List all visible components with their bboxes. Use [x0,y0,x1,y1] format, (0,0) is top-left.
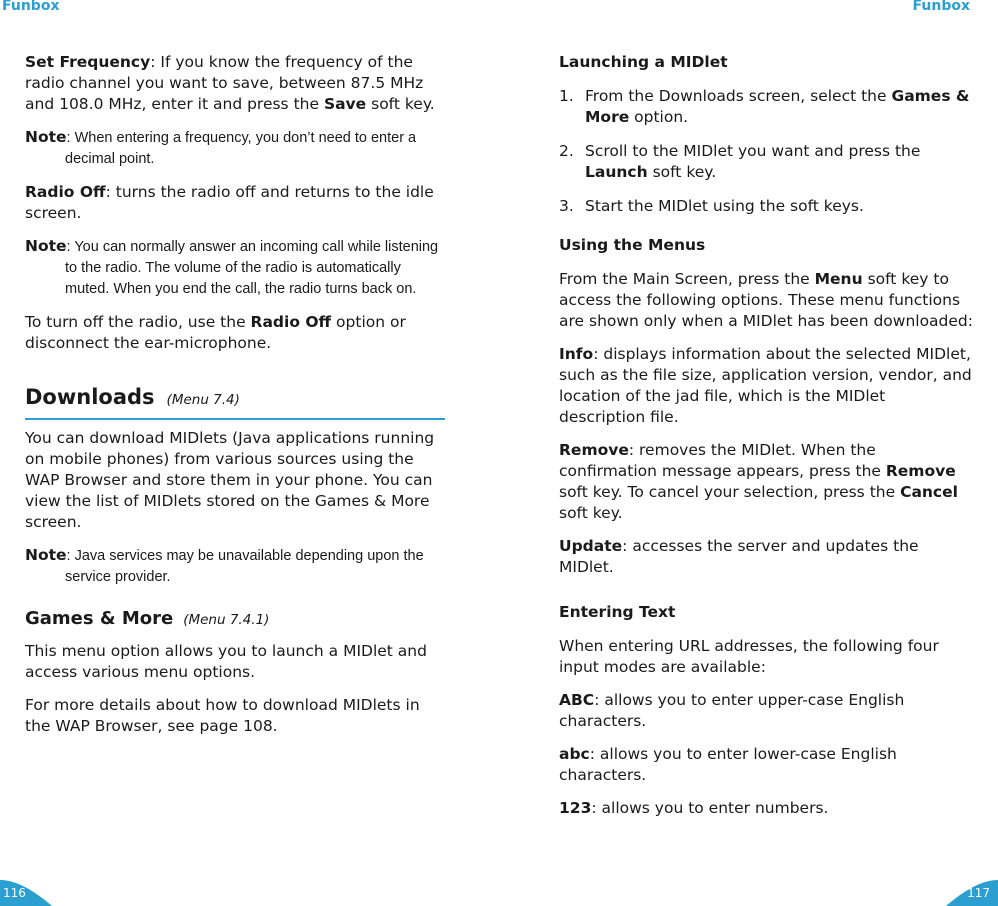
games-paragraph-2: For more details about how to download MIDlets in the WAP Browser, see page 108. [25,696,420,735]
left-page-content [25,52,445,749]
remove-text-mid: soft key. To cancel your selection, press the [559,483,901,501]
step-number: 3. [559,197,574,215]
games-heading [25,608,445,631]
remove-paragraph [559,440,974,524]
menus-paragraph [559,269,974,332]
set-frequency-label: Set Frequency [25,53,151,71]
set-frequency-paragraph [25,52,445,115]
save-key-label: Save [323,95,367,113]
note-java [25,545,445,588]
launch-steps-list [559,86,974,217]
abc-lower-label: abc [559,745,590,763]
step-bold: Games & More [585,87,970,126]
note-text: : Java services may be unavailable depending upon the service provider. [65,548,424,585]
step-number: 1. [559,87,574,105]
update-text: : accesses the server and updates the MIDlet. [559,537,919,576]
note-label: Note [25,237,67,255]
list-item [559,141,974,183]
cancel-key-label: Cancel [900,483,958,501]
note-text: : When entering a frequency, you don’t need to enter a decimal point. [65,130,417,167]
step-text: From the Downloads screen, select the [585,87,892,105]
radio-off-option: Radio Off [250,313,332,331]
note-incoming-call [25,236,445,300]
note-frequency [25,127,445,170]
step-number: 2. [559,142,574,160]
set-frequency-text-end: soft key. [366,95,435,113]
right-page-content [559,52,974,831]
radio-off-label: Radio Off [25,183,106,201]
numbers-label: 123 [559,799,592,817]
list-item [559,196,974,217]
set-frequency-text: : If you know the frequency of the radio channel you want to save, between 87.5 MHz and 108.0 MHz, enter it and press the [25,53,424,113]
downloads-paragraph: You can download MIDlets (Java applications running on mobile phones) from various sources using the WAP Browser and store them in your phone. You can view the list of MIDlets stored on the Games & More screen. [25,429,435,531]
step-text-end: option. [629,108,689,126]
downloads-menu-ref: (Menu 7.4) [166,392,240,408]
launching-heading: Launching a MIDlet [559,53,728,71]
numbers-text: : allows you to enter numbers. [591,799,829,817]
update-paragraph [559,536,974,578]
step-text: Start the MIDlet using the soft keys. [585,197,864,215]
step-text: Scroll to the MIDlet you want and press the [585,142,921,160]
turn-off-paragraph [25,312,445,354]
note-label: Note [25,128,67,146]
downloads-heading [25,387,445,420]
entering-text-paragraph: When entering URL addresses, the following four input modes are available: [559,637,939,676]
page-number: 116 [3,886,26,900]
list-item [559,86,974,128]
remove-text: : removes the MIDlet. When the confirmation message appears, press the [559,441,886,480]
turn-off-text: To turn off the radio, use the [25,313,251,331]
entering-text-heading: Entering Text [559,603,676,621]
games-menu-ref: (Menu 7.4.1) [183,612,270,628]
remove-label: Remove [559,441,629,459]
games-title: Games & More [25,608,174,629]
page-header: Funbox [912,0,970,14]
remove-text-end: soft key. [559,504,623,522]
radio-off-text: : turns the radio off and returns to the idle screen. [25,183,434,222]
numbers-paragraph [559,798,974,819]
right-page [499,0,998,906]
remove-key-label: Remove [885,462,956,480]
abc-upper-paragraph [559,690,974,732]
note-label: Note [25,546,67,564]
menus-heading: Using the Menus [559,236,706,254]
page-number-tab [0,880,52,906]
abc-upper-text: : allows you to enter upper-case English characters. [559,691,905,730]
radio-off-paragraph [25,182,445,224]
menus-text-end: soft key to access the following options. These menu functions are shown only when a MIDlet has been downloaded: [559,270,973,330]
info-paragraph [559,344,974,428]
abc-lower-paragraph [559,744,974,786]
step-text-end: soft key. [647,163,717,181]
page-number: 117 [967,886,990,900]
page-header: Funbox [2,0,60,14]
page-number-tab [946,880,998,906]
step-bold: Launch [585,163,648,181]
update-label: Update [559,537,623,555]
menu-key-label: Menu [814,270,863,288]
downloads-title: Downloads [25,385,155,409]
turn-off-text-end: option or disconnect the ear-microphone. [25,313,406,352]
note-text: : You can normally answer an incoming call while listening to the radio. The volume of the radio is automatically muted. When you end the call, the radio turns back on. [65,239,439,297]
abc-upper-label: ABC [559,691,595,709]
abc-lower-text: : allows you to enter lower-case English characters. [559,745,897,784]
info-label: Info [559,345,594,363]
info-text: : displays information about the selected MIDlet, such as the file size, application version, vendor, and location of the jad file, which is the MIDlet description file. [559,345,972,426]
games-paragraph-1: This menu option allows you to launch a MIDlet and access various menu options. [25,642,427,681]
menus-text: From the Main Screen, press the [559,270,815,288]
